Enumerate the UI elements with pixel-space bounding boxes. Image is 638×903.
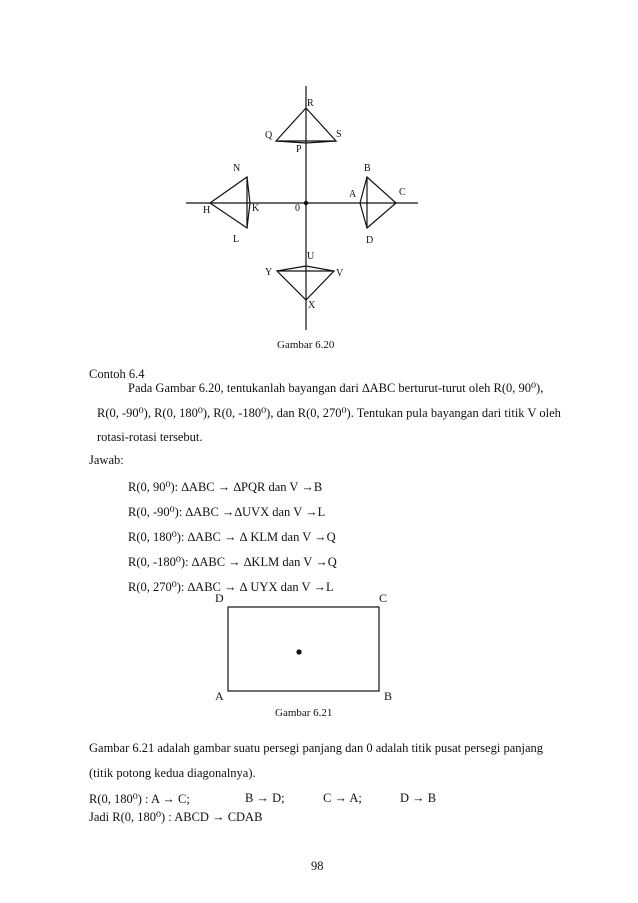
answer-row: R(0, 270⁰): ∆ABC → ∆ UYX dan V →L	[128, 580, 334, 594]
label-origin: 0	[295, 203, 300, 214]
label-u: U	[307, 251, 315, 262]
label-b: B	[364, 163, 371, 174]
label-k: K	[252, 203, 260, 214]
origin-point	[304, 201, 308, 205]
answer-title: Jawab:	[89, 453, 124, 467]
label-h: H	[203, 205, 211, 216]
rect-label-c: C	[379, 591, 388, 605]
example-line-2: R(0, -90⁰), R(0, 180⁰), R(0, -180⁰), dan R(0, 270⁰). Tentukan pula bayangan dari titik V oleh	[97, 406, 561, 420]
answer-row: R(0, -180⁰): ∆ABC → ∆KLM dan V →Q	[128, 555, 337, 569]
explanation-line-2: (titik potong kedua diagonalnya).	[89, 766, 256, 780]
example-line-3: rotasi-rotasi tersebut.	[97, 430, 203, 444]
caption-6-20: Gambar 6.20	[277, 339, 335, 351]
answer-row: R(0, 90⁰): ∆ABC → ∆PQR dan V →B	[128, 480, 323, 494]
label-r: R	[307, 98, 314, 109]
mapping-b: B → D;	[245, 791, 285, 805]
example-line-1: Pada Gambar 6.20, tentukanlah bayangan dari ∆ABC berturut-turut oleh R(0, 90⁰),	[128, 381, 544, 395]
rect-label-a: A	[215, 689, 224, 703]
label-a: A	[349, 189, 357, 200]
explanation-line-1: Gambar 6.21 adalah gambar suatu persegi panjang dan 0 adalah titik pusat persegi panjang	[89, 741, 544, 755]
mapping-c: C → A;	[323, 791, 362, 805]
mapping-d: D → B	[400, 791, 437, 805]
label-l: L	[233, 234, 240, 245]
label-v: V	[336, 268, 344, 279]
label-p: P	[296, 144, 302, 155]
label-c: C	[399, 187, 406, 198]
label-d: D	[366, 235, 374, 246]
conclusion: Jadi R(0, 180⁰) : ABCD → CDAB	[89, 810, 263, 824]
page-number: 98	[311, 859, 324, 873]
label-q: Q	[265, 130, 273, 141]
answer-row: R(0, -90⁰): ∆ABC →∆UVX dan V →L	[128, 505, 326, 519]
caption-6-21: Gambar 6.21	[275, 707, 333, 719]
label-s: S	[336, 129, 342, 140]
mapping-a: R(0, 180⁰) : A → C;	[89, 792, 190, 806]
label-n: N	[233, 163, 241, 174]
rectangle-abcd	[228, 607, 379, 691]
label-y: Y	[265, 267, 273, 278]
answer-row: R(0, 180⁰): ∆ABC → ∆ KLM dan V →Q	[128, 530, 336, 544]
rect-label-d: D	[215, 591, 224, 605]
example-title: Contoh 6.4	[89, 367, 145, 381]
rectangle-center	[296, 649, 301, 654]
label-x: X	[308, 300, 316, 311]
rect-label-b: B	[384, 689, 393, 703]
